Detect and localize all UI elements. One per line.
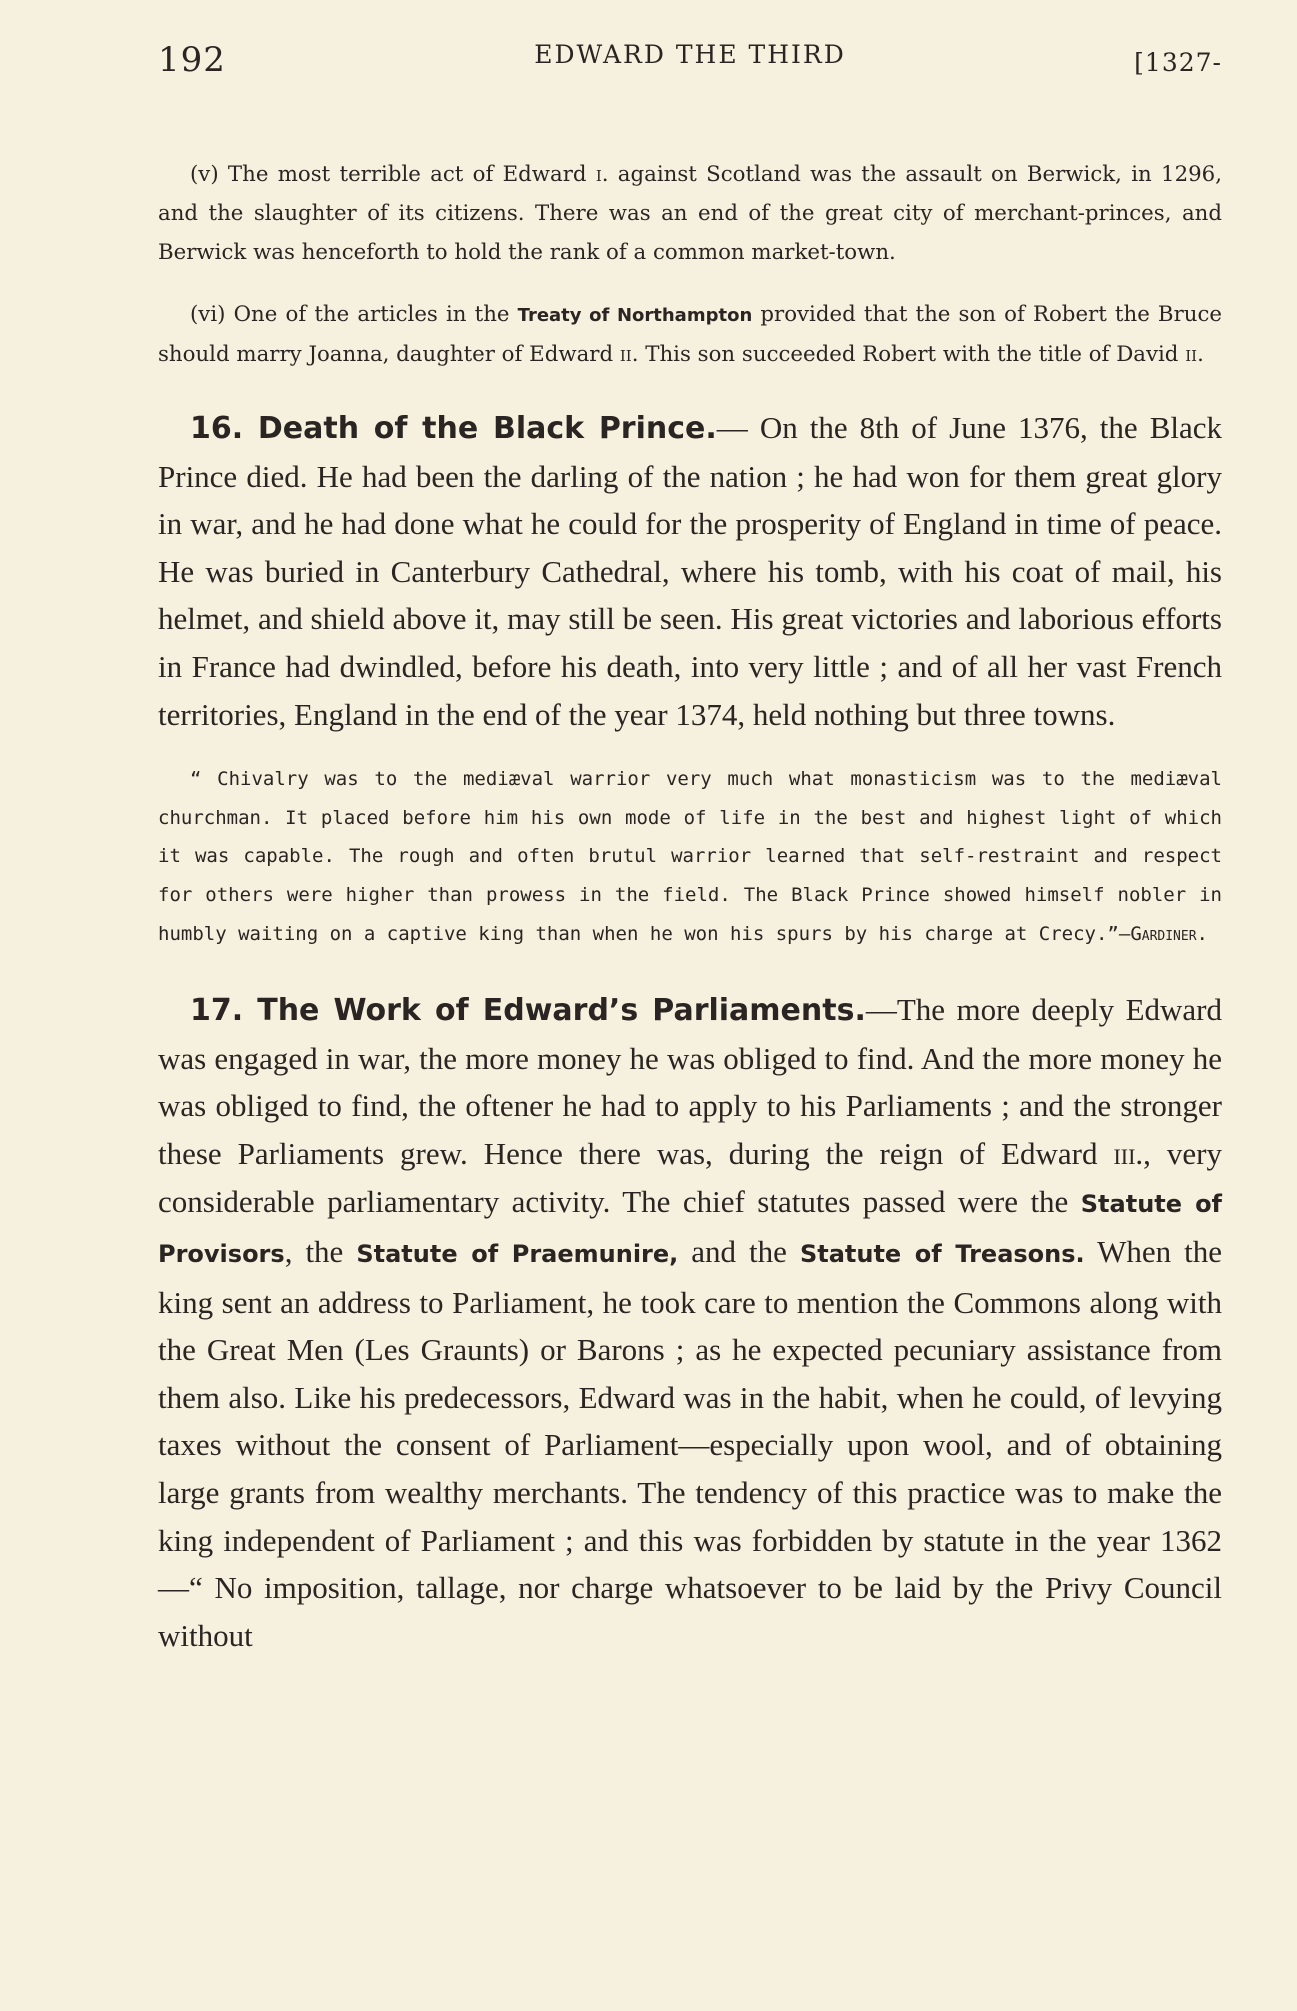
note-vi [158,295,1222,374]
note-v-numeral: i. [595,162,609,187]
quote-author: Gardiner. [1130,922,1208,945]
note-v-text-1: (v) The most terrible act of Edward [190,162,596,187]
section-17-text-3: , the [284,1234,357,1270]
section-16-body: — On the 8th of June 1376, the Black Prince died. He had been the darling of the nation ; he had won for them great glory in war, and he had done what he could for the prosperity of England in time of peace. He was buried in Canterbury Cathedral, where his tomb, with his coat of mail, his helmet, and shield above it, may still be seen. His great victories and laborious efforts in France had dwindled, before his death, into very little ; and of all her vast French territories, England in the end of the year 1374, held nothing but three towns. [158,410,1223,732]
section-17-text-1: —The more deeply Edward was engaged in war, the more money he was obliged to find. And the more money he was obliged to find, the oftener he had to apply to his Parliaments ; and the stronger these Parliaments grew. Hence there was, during the reign of Edward [158,992,1222,1171]
note-vi-text-3: This son succeeded Robert with the title of David [638,342,1186,367]
book-page [158,40,1222,1659]
quote-text: “ Chivalry was to the mediæval warrior very much what monasticism was to the mediæval churchman. It placed before him his own mode of life in the best and highest light of which it was capable. The rough and often brutul warrior learned that self-restraint and respect for others were higher than prowess in the field. The Black Prince showed himself nobler in humbly waiting on a captive king than when he won his spurs by his charge at Crecy.”— [158,768,1222,945]
statute-of-praemunire: Statute of Praemunire, [356,1240,679,1269]
note-vi-term: Treaty of Northampton [517,305,753,326]
gardiner-quote [158,760,1222,953]
section-16-heading: 16. Death of the Black Prince. [190,411,717,446]
note-vi-text-1: (vi) One of the articles in the [190,302,518,327]
page-header [158,40,1222,82]
section-17-heading: 17. The Work of Edward’s Parliaments. [190,993,866,1029]
year-range: [1327- [1134,48,1222,77]
note-vi-text-2: provided that the son of Robert the Bruce should marry Joanna, daughter of Edward [158,302,1222,367]
section-17-text-2: , very considerable parliamentary activity. The chief statutes passed were the [158,1135,1222,1219]
statute-of-provisors: Statute of Provisors [158,1189,1222,1269]
section-16 [158,404,1222,738]
note-vi-numeral-2: ii. [1185,342,1204,367]
note-vi-numeral-1: ii. [619,342,639,367]
section-17-numeral: iii. [1113,1135,1144,1171]
section-17-text-4: and the [678,1234,800,1270]
note-v [158,155,1222,272]
section-17 [158,986,1222,1659]
section-17-text-5: When the king sent an address to Parliament, he took care to mention the Commons along with the Great Men (Les Graunts) or Barons ; as he expected pecuniary assistance from them also. Like his predecessors, Edward was in the habit, when he could, of levying taxes without the consent of Parliament—especially upon wool, and of obtaining large grants from wealthy merchants. The tendency of this practice was to make the king independent of Parliament ; and this was forbidden by statute in the year 1362—“ No imposition, tallage, nor charge whatsoever to be laid by the Privy Council without [158,1234,1222,1653]
page-number: 192 [158,40,226,80]
running-title: EDWARD THE THIRD [534,40,846,69]
statute-of-treasons: Statute of Treasons. [799,1240,1085,1269]
note-v-text-2: against Scotland was the assault on Berwick, in 1296, and the slaughter of its citizens. There was an end of the great city of merchant-princes, and Berwick was henceforth to hold the rank of a common market-town. [158,162,1222,265]
